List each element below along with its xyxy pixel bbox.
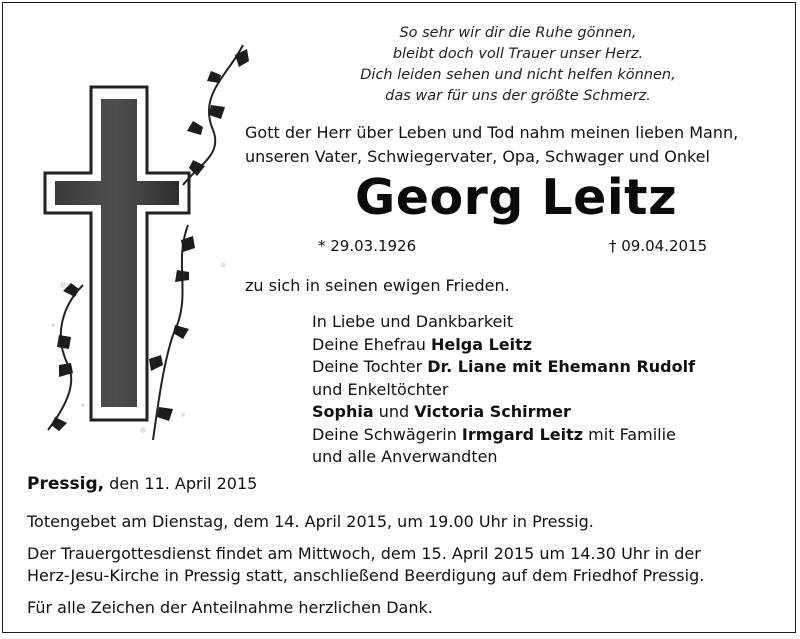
mourner-daughter	[312, 356, 695, 379]
peace-line: zu sich in seinen ewigen Frieden.	[245, 276, 510, 295]
relation-label: Deine Tochter	[312, 357, 428, 376]
cross-icon	[23, 35, 263, 455]
intro-line: Gott der Herr über Leben und Tod nahm meinen lieben Mann,	[245, 123, 739, 142]
grandchildren-intro: und Enkeltöchter	[312, 379, 449, 399]
intro-text	[245, 121, 738, 169]
mourners-relatives: und alle Anverwandten	[312, 447, 498, 466]
deceased-name: Georg Leitz	[355, 169, 678, 226]
service-info	[27, 543, 704, 587]
thanks-line: Für alle Zeichen der Anteilnahme herzlichen Dank.	[27, 598, 433, 617]
thanks-info	[27, 597, 433, 619]
relation-label: Deine Schwägerin	[312, 424, 462, 444]
birth-date: * 29.03.1926	[318, 237, 417, 255]
poem-line: So sehr wir dir die Ruhe gönnen,	[399, 25, 637, 41]
mourners-list	[312, 311, 695, 469]
poem-line: Dich leiden sehen und nicht helfen können,	[360, 67, 676, 83]
conjunction: und	[373, 402, 415, 421]
mourner-name: Sophia	[312, 402, 374, 421]
mourner-name: Irmgard Leitz	[461, 424, 584, 444]
prayer-info	[27, 511, 594, 533]
poem-line: bleibt doch voll Trauer unser Herz.	[392, 46, 644, 62]
mourners-intro: In Liebe und Dankbarkeit	[312, 312, 514, 331]
mourner-wife	[312, 334, 695, 357]
mourner-name: Helga Leitz	[431, 334, 533, 354]
mourner-name: Dr. Liane mit Ehemann Rudolf	[427, 357, 696, 376]
intro-line: unseren Vater, Schwiegervater, Opa, Schwager und Onkel	[245, 147, 710, 166]
notice-date: den 11. April 2015	[104, 474, 258, 493]
service-line: Herz-Jesu-Kirche in Pressig statt, anschließend Beerdigung auf dem Friedhof Pressig.	[27, 566, 705, 585]
mourner-sister-in-law	[312, 424, 695, 447]
relation-suffix: mit Familie	[583, 424, 676, 444]
prayer-line: Totengebet am Dienstag, dem 14. April 2015, um 19.00 Uhr in Pressig.	[27, 512, 594, 531]
mourner-grandchildren	[312, 401, 695, 424]
poem-line: das war für uns der größte Schmerz.	[385, 88, 651, 104]
mourner-name: Victoria Schirmer	[414, 402, 571, 421]
service-line: Der Trauergottesdienst findet am Mittwoch, dem 15. April 2015 um 14.30 Uhr in der	[27, 544, 701, 563]
place-date-line	[27, 474, 257, 494]
death-date: † 09.04.2015	[609, 237, 708, 255]
relation-label: Deine Ehefrau	[312, 334, 432, 354]
poem	[333, 23, 703, 107]
place-name: Pressig,	[27, 474, 105, 494]
obituary-notice	[2, 2, 796, 633]
